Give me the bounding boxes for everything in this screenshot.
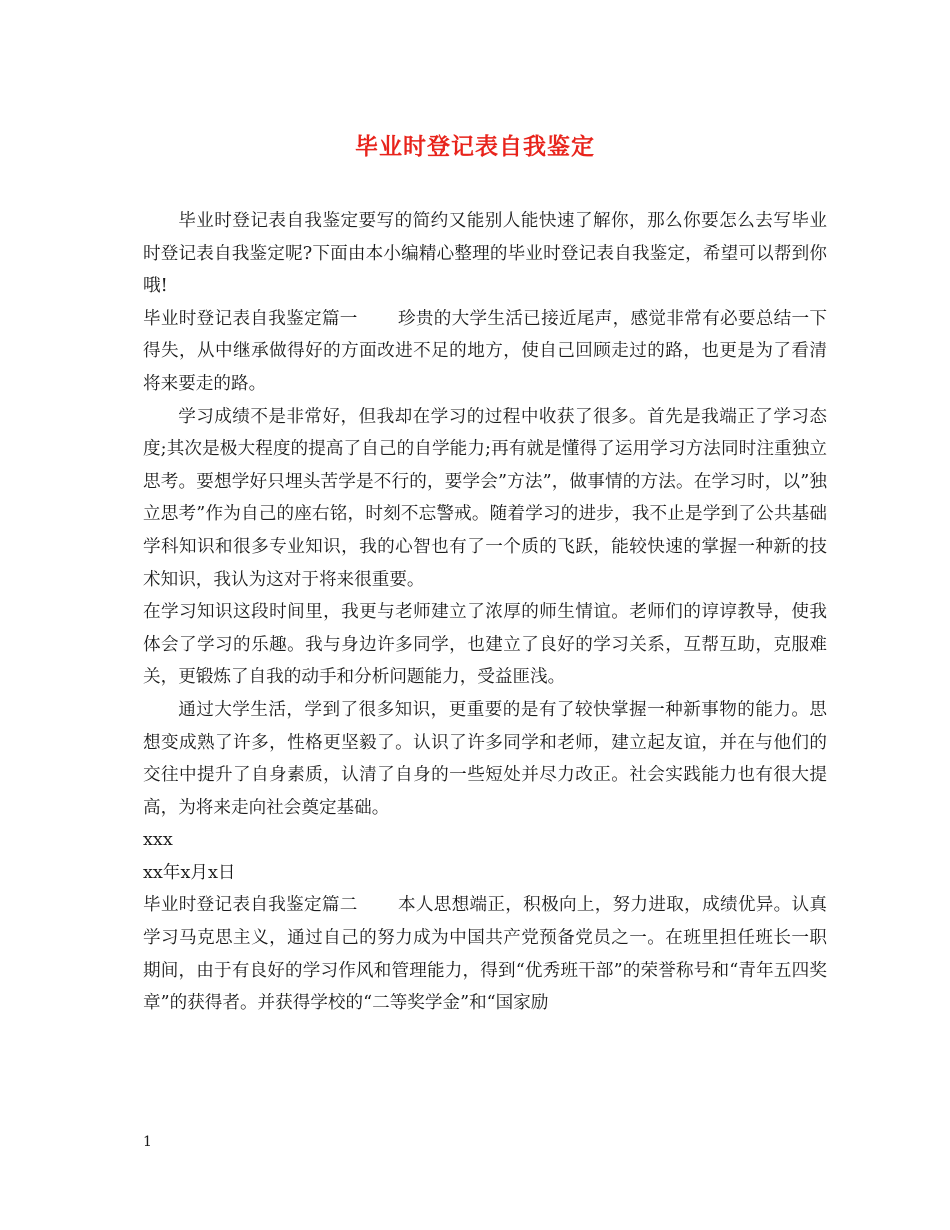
section1-first-text: 珍贵的大学生活已接近尾声，感觉非常有必要总结一下得失，从中继承做得好的方面改进不足的地方，使自己回顾走过的路，也更是为了看清将来要走的路。 <box>143 308 827 394</box>
section1-paragraph-4: 通过大学生活，学到了很多知识，更重要的是有了较快掌握一种新事物的能力。思想变成熟了许多，性格更坚毅了。认识了许多同学和老师，建立起友谊，并在与他们的交往中提升了自身素质，认清了自身的一些短处并尽力改正。社会实践能力也有很大提高，为将来走向社会奠定基础。 <box>143 699 827 818</box>
section2-first-text: 本人思想端正，积极向上，努力进取，成绩优异。认真学习马克思主义，通过自己的努力成为中国共产党预备党员之一。在班里担任班长一职期间，由于有良好的学习作风和管理能力，得到“优秀班干部”的荣誉称号和“青年五四奖章”的获得者。并获得学校的“二等奖学金”和“国家励 <box>143 895 827 1014</box>
section1-paragraph-3: 在学习知识这段时间里，我更与老师建立了浓厚的师生情谊。老师们的谆谆教导，使我体会了学习的乐趣。我与身边许多同学，也建立了良好的学习关系，互帮互助，克服难关，更锻炼了自我的动手和分析问题能力，受益匪浅。 <box>143 602 827 688</box>
document-body <box>143 205 827 1020</box>
signature-name: xxx <box>143 830 173 851</box>
signature-date: xx年x月x日 <box>143 862 236 883</box>
page-number: 1 <box>143 1134 152 1150</box>
intro-paragraph: 毕业时登记表自我鉴定要写的简约又能别人能快速了解你，那么你要怎么去写毕业时登记表自我鉴定呢?下面由本小编精心整理的毕业时登记表自我鉴定，希望可以帮到你哦! <box>143 211 827 297</box>
section2-paragraph <box>143 889 827 1019</box>
section2-heading: 毕业时登记表自我鉴定篇二 <box>143 895 358 916</box>
section1-heading: 毕业时登记表自我鉴定篇一 <box>143 308 358 329</box>
document-title: 毕业时登记表自我鉴定 <box>355 133 595 160</box>
section1-paragraph-2: 学习成绩不是非常好，但我却在学习的过程中收获了很多。首先是我端正了学习态度;其次是极大程度的提高了自己的自学能力;再有就是懂得了运用学习方法同时注重独立思考。要想学好只埋头苦学是不行的，要学会”方法”，做事情的方法。在学习时，以”独立思考”作为自己的座右铭，时刻不忘警戒。随着学习的进步，我不止是学到了公共基础学科知识和很多专业知识，我的心智也有了一个质的飞跃，能较快速的掌握一种新的技术知识，我认为这对于将来很重要。 <box>143 406 827 590</box>
section1-paragraph <box>143 303 827 401</box>
